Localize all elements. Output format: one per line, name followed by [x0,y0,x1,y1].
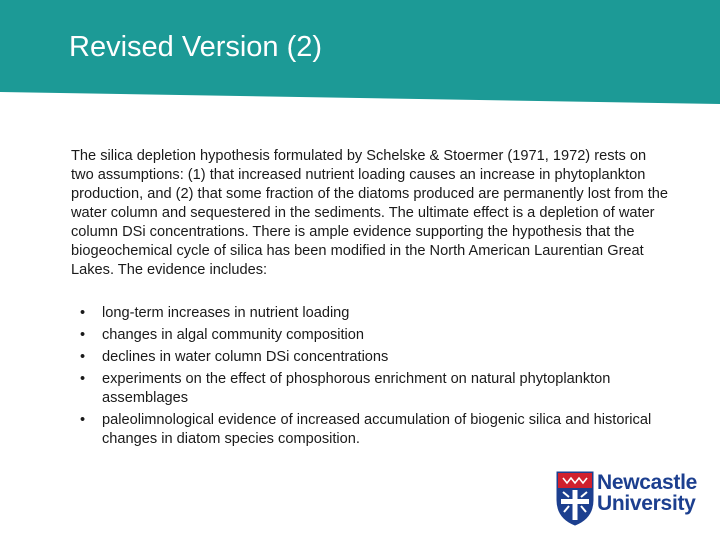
evidence-list [71,304,671,452]
bullet-icon: • [80,305,86,321]
list-item [71,348,671,367]
body-paragraph: The silica depletion hypothesis formulated by Schelske & Stoermer (1971, 1972) rests on two assumptions: (1) that increased nutrient loading causes an increase in phytoplankton production, and (2) that some fraction of the diatoms produced are permanently lost from the water column and sequestered in the sediments. The ultimate effect is a depletion of water column DSi concentrations. There is ample evidence supporting the hypothesis that the biogeochemical cycle of silica has been modified in the North American Laurentian Great Lakes. The evidence includes: [71,148,669,278]
list-item-text: paleolimnological evidence of increased accumulation of biogenic silica and historical changes in diatom species composition. [102,412,652,447]
list-item [71,326,671,345]
bullet-icon: • [80,349,86,365]
bullet-icon: • [80,371,86,387]
newcastle-university-logo [555,470,705,528]
list-item-text: experiments on the effect of phosphorous enrichment on natural phytoplankton assemblages [102,371,611,406]
list-item-text: long-term increases in nutrient loading [102,305,350,321]
bullet-icon: • [80,412,86,428]
logo-text-line1: Newcastle [597,471,698,494]
bullet-icon: • [80,327,86,343]
list-item [71,304,671,323]
logo-text-line2: University [597,492,696,515]
university-shield-icon [555,470,595,526]
list-item-text: declines in water column DSi concentrations [102,349,389,365]
list-item [71,411,671,449]
list-item [71,370,671,408]
slide-title: Revised Version (2) [69,31,323,63]
list-item-text: changes in algal community composition [102,327,365,343]
